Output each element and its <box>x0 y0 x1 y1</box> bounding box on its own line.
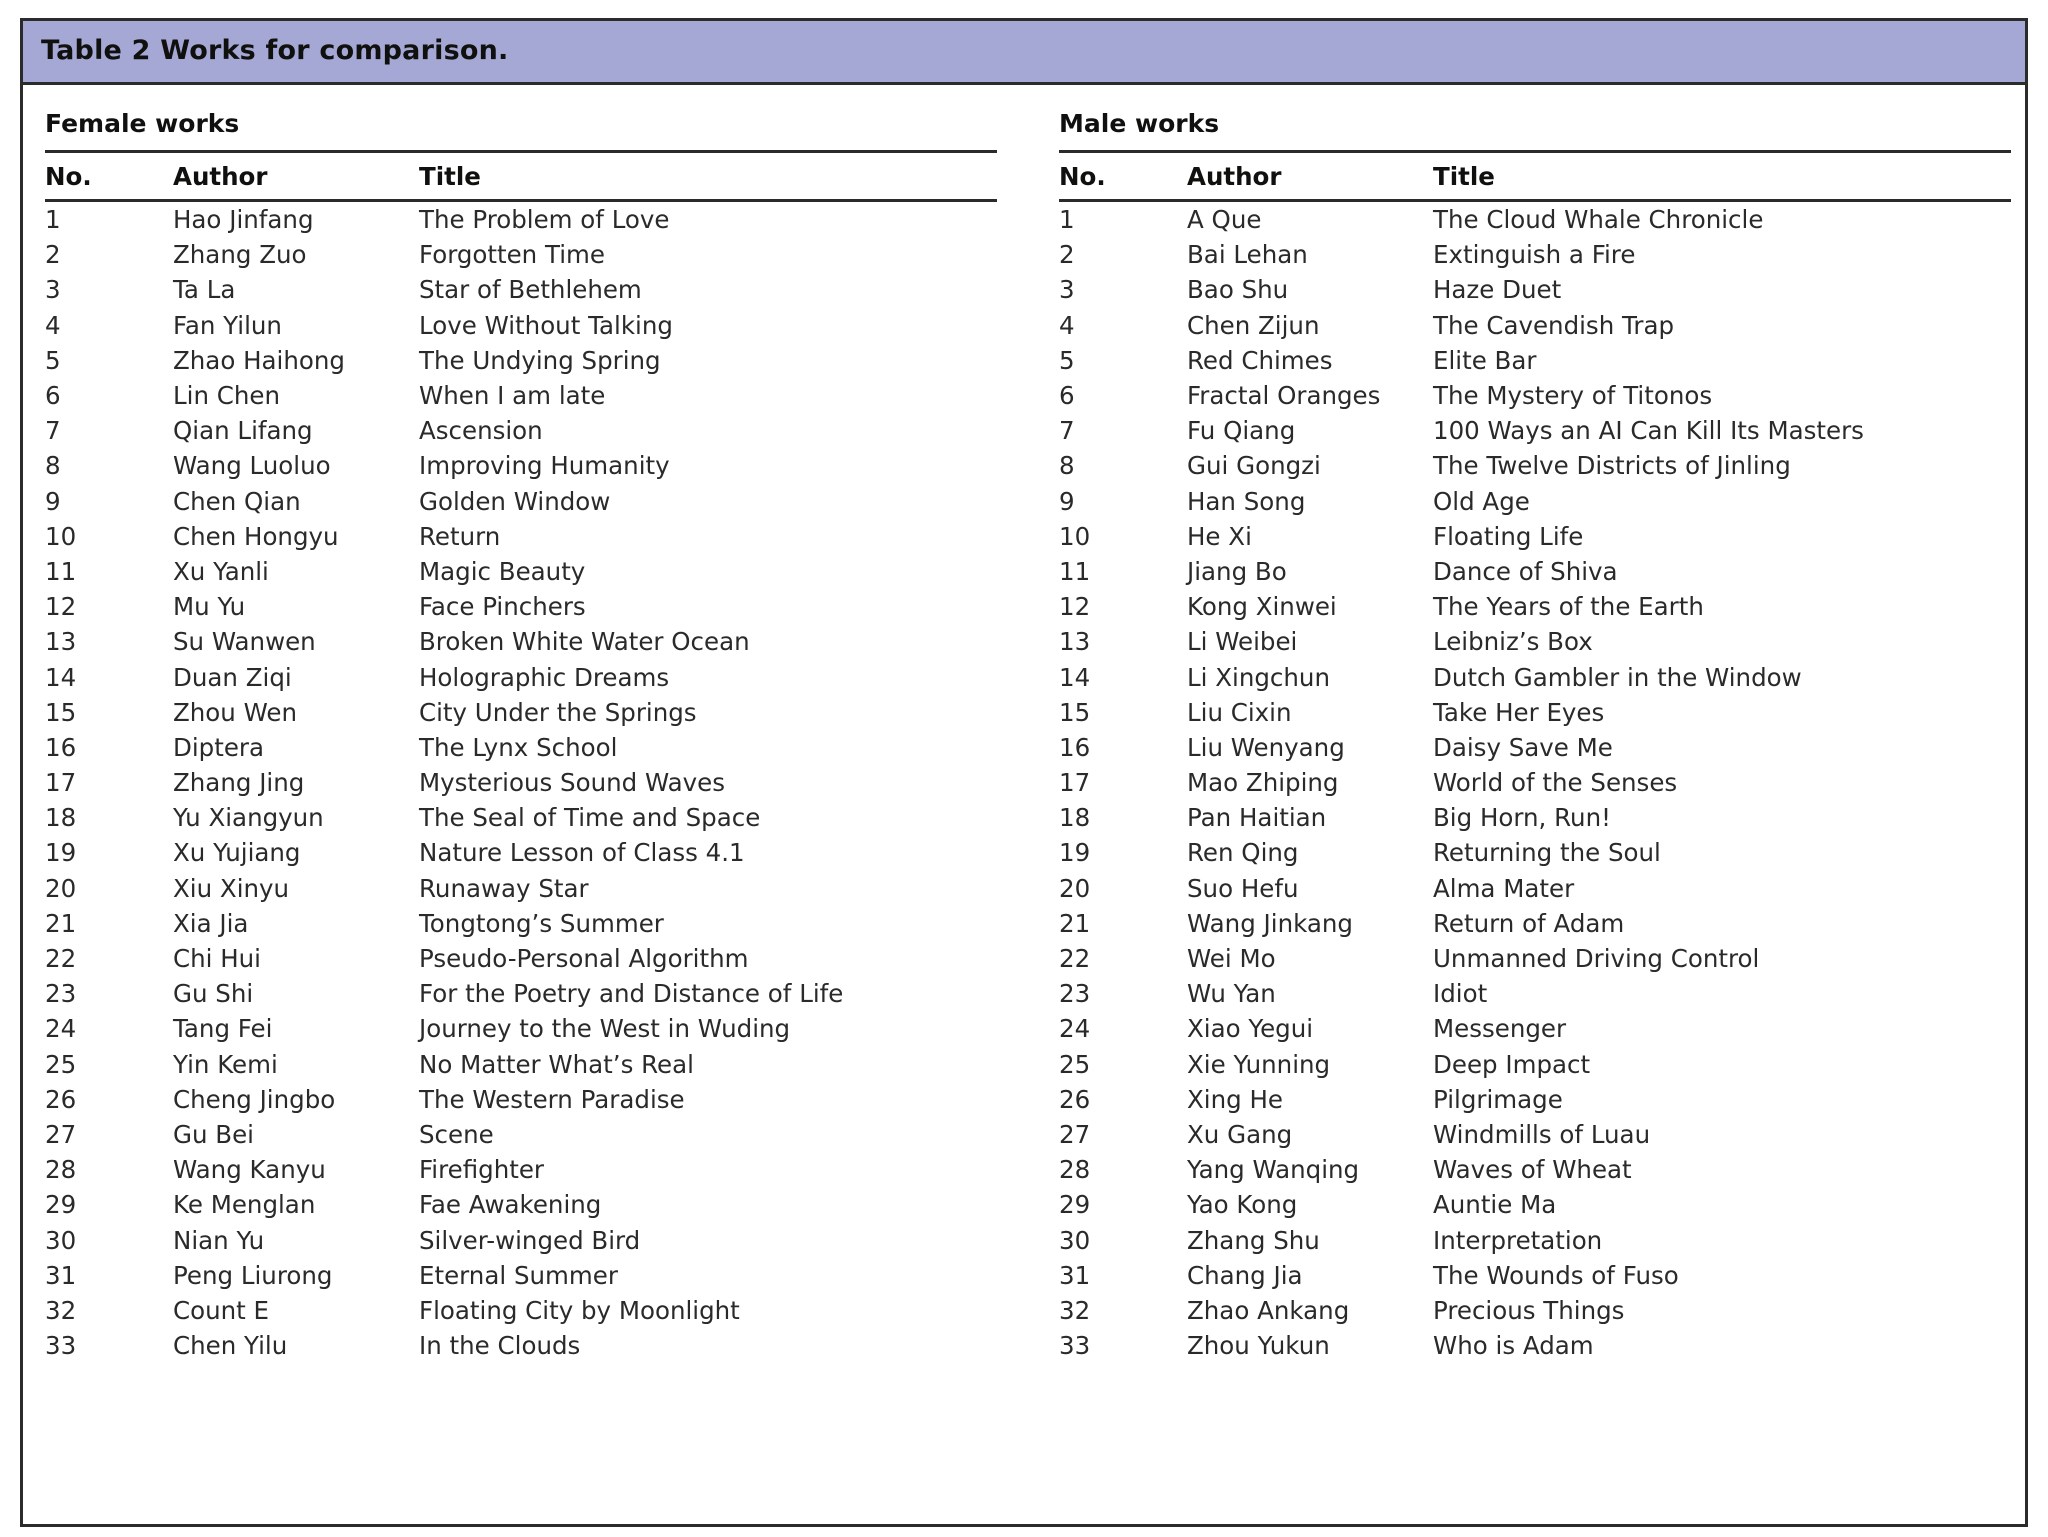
cell-title: For the Poetry and Distance of Life <box>419 979 844 1009</box>
cell-author: Gu Bei <box>173 1119 254 1149</box>
cell-title: Old Age <box>1433 486 1530 516</box>
cell-title: When I am late <box>419 381 606 411</box>
cell-author: Mao Zhiping <box>1187 768 1339 798</box>
cell-author: Qian Lifang <box>173 416 313 446</box>
cell-no: 15 <box>1059 697 1091 727</box>
cell-title: Interpretation <box>1433 1225 1603 1255</box>
cell-title: Who is Adam <box>1433 1331 1594 1361</box>
table-row <box>45 1293 997 1328</box>
column-header-title: Title <box>419 153 997 201</box>
cell-no: 29 <box>1059 1190 1091 1220</box>
cell-title: Dance of Shiva <box>1433 556 1618 586</box>
cell-author: Chen Zijun <box>1187 310 1320 340</box>
cell-author: Pan Haitian <box>1187 803 1327 833</box>
table-row <box>45 201 997 238</box>
table-row <box>45 1047 997 1082</box>
cell-title: Magic Beauty <box>419 556 586 586</box>
table-row <box>1059 201 2011 238</box>
cell-no: 16 <box>1059 732 1091 762</box>
table-row <box>1059 378 2011 413</box>
cell-title: The Wounds of Fuso <box>1433 1260 1679 1290</box>
cell-author: Xie Yunning <box>1187 1049 1331 1079</box>
table-row <box>1059 237 2011 272</box>
table-row <box>45 378 997 413</box>
table-row <box>45 1011 997 1046</box>
cell-author: Zhou Yukun <box>1187 1331 1330 1361</box>
cell-author: Ta La <box>173 275 236 305</box>
cell-no: 15 <box>45 697 77 727</box>
cell-author: Diptera <box>173 732 264 762</box>
cell-author: Mu Yu <box>173 592 246 622</box>
cell-author: Xu Yanli <box>173 556 269 586</box>
cell-no: 1 <box>1059 205 1075 235</box>
cell-title: Golden Window <box>419 486 611 516</box>
cell-author: Kong Xinwei <box>1187 592 1337 622</box>
table-row <box>1059 343 2011 378</box>
cell-no: 28 <box>1059 1155 1091 1185</box>
table-row <box>1059 1222 2011 1257</box>
cell-title: Alma Mater <box>1433 873 1575 903</box>
cell-author: Cheng Jingbo <box>173 1084 336 1114</box>
table-row <box>1059 413 2011 448</box>
cell-title: Forgotten Time <box>419 240 605 270</box>
cell-author: Fractal Oranges <box>1187 381 1381 411</box>
cell-no: 7 <box>45 416 61 446</box>
cell-no: 24 <box>1059 1014 1091 1044</box>
cell-title: Daisy Save Me <box>1433 732 1613 762</box>
table-row <box>1059 659 2011 694</box>
cell-no: 31 <box>45 1260 77 1290</box>
cell-no: 17 <box>1059 768 1091 798</box>
cell-no: 19 <box>1059 838 1091 868</box>
cell-title: Elite Bar <box>1433 345 1537 375</box>
cell-no: 32 <box>45 1295 77 1325</box>
cell-no: 31 <box>1059 1260 1091 1290</box>
cell-title: Tongtong’s Summer <box>419 908 664 938</box>
cell-title: The Lynx School <box>419 732 618 762</box>
cell-no: 27 <box>1059 1119 1091 1149</box>
cell-author: Yao Kong <box>1187 1190 1298 1220</box>
cell-no: 16 <box>45 732 77 762</box>
table-row <box>45 589 997 624</box>
cell-no: 13 <box>1059 627 1091 657</box>
cell-author: Ke Menglan <box>173 1190 316 1220</box>
table-row <box>45 765 997 800</box>
table-row <box>45 484 997 519</box>
table-row <box>1059 308 2011 343</box>
cell-no: 17 <box>45 768 77 798</box>
female-table-body <box>45 201 997 1364</box>
cell-no: 6 <box>1059 381 1075 411</box>
cell-no: 10 <box>45 521 77 551</box>
table-row <box>45 800 997 835</box>
cell-title: The Mystery of Titonos <box>1433 381 1713 411</box>
cell-title: Windmills of Luau <box>1433 1119 1651 1149</box>
cell-no: 32 <box>1059 1295 1091 1325</box>
table-row <box>1059 976 2011 1011</box>
cell-title: Return of Adam <box>1433 908 1625 938</box>
cell-no: 11 <box>1059 556 1091 586</box>
table-row <box>45 1222 997 1257</box>
cell-author: Liu Wenyang <box>1187 732 1345 762</box>
cell-author: Wei Mo <box>1187 944 1276 974</box>
cell-author: Duan Ziqi <box>173 662 292 692</box>
cell-title: Dutch Gambler in the Window <box>1433 662 1802 692</box>
cell-author: Zhang Jing <box>173 768 305 798</box>
male-table-body <box>1059 201 2011 1364</box>
table-row <box>1059 906 2011 941</box>
cell-title: Unmanned Driving Control <box>1433 944 1760 974</box>
table-row <box>1059 765 2011 800</box>
table-row <box>45 1328 997 1363</box>
cell-author: Su Wanwen <box>173 627 316 657</box>
table-row <box>45 835 997 870</box>
female-works-table <box>45 153 997 1363</box>
cell-title: Pilgrimage <box>1433 1084 1563 1114</box>
cell-title: Firefighter <box>419 1155 544 1185</box>
cell-author: Wang Luoluo <box>173 451 331 481</box>
cell-no: 10 <box>1059 521 1091 551</box>
cell-title: Returning the Soul <box>1433 838 1661 868</box>
cell-title: Runaway Star <box>419 873 589 903</box>
cell-no: 7 <box>1059 416 1075 446</box>
table-caption: Table 2 Works for comparison. <box>23 21 2025 85</box>
cell-no: 20 <box>45 873 77 903</box>
cell-no: 1 <box>45 205 61 235</box>
cell-no: 23 <box>1059 979 1091 1009</box>
table-row <box>45 413 997 448</box>
cell-no: 22 <box>1059 944 1091 974</box>
table-row <box>1059 554 2011 589</box>
table-row <box>1059 730 2011 765</box>
table-row <box>1059 272 2011 307</box>
cell-no: 13 <box>45 627 77 657</box>
cell-no: 21 <box>45 908 77 938</box>
table-row <box>45 976 997 1011</box>
table-row <box>1059 1082 2011 1117</box>
cell-title: City Under the Springs <box>419 697 697 727</box>
cell-no: 27 <box>45 1119 77 1149</box>
table-row <box>45 554 997 589</box>
cell-title: Scene <box>419 1119 494 1149</box>
cell-title: Mysterious Sound Waves <box>419 768 725 798</box>
cell-no: 3 <box>45 275 61 305</box>
table-frame <box>20 18 2028 1527</box>
female-works-column <box>23 101 1037 1524</box>
table-row <box>1059 1293 2011 1328</box>
cell-no: 12 <box>1059 592 1091 622</box>
cell-no: 24 <box>45 1014 77 1044</box>
table-row <box>1059 589 2011 624</box>
table-row <box>1059 1011 2011 1046</box>
cell-author: Red Chimes <box>1187 345 1333 375</box>
table-row <box>45 695 997 730</box>
cell-no: 18 <box>45 803 77 833</box>
cell-author: Xu Gang <box>1187 1119 1293 1149</box>
cell-author: Ren Qing <box>1187 838 1299 868</box>
female-table-head <box>45 153 997 201</box>
cell-author: Peng Liurong <box>173 1260 333 1290</box>
cell-no: 5 <box>1059 345 1075 375</box>
cell-no: 9 <box>1059 486 1075 516</box>
cell-author: He Xi <box>1187 521 1252 551</box>
cell-author: Lin Chen <box>173 381 281 411</box>
table-row <box>45 941 997 976</box>
cell-author: Fan Yilun <box>173 310 282 340</box>
cell-author: Zhao Ankang <box>1187 1295 1350 1325</box>
cell-no: 28 <box>45 1155 77 1185</box>
cell-no: 21 <box>1059 908 1091 938</box>
table-row <box>45 1152 997 1187</box>
male-works-table <box>1059 153 2011 1363</box>
cell-title: The Undying Spring <box>419 345 661 375</box>
table-row <box>45 448 997 483</box>
cell-title: Fae Awakening <box>419 1190 602 1220</box>
cell-author: Wang Jinkang <box>1187 908 1353 938</box>
table-row <box>1059 1152 2011 1187</box>
cell-author: Li Weibei <box>1187 627 1298 657</box>
cell-title: Deep Impact <box>1433 1049 1591 1079</box>
cell-author: Zhang Shu <box>1187 1225 1320 1255</box>
column-header-no: No. <box>1059 153 1187 201</box>
cell-title: Silver-winged Bird <box>419 1225 641 1255</box>
cell-title: World of the Senses <box>1433 768 1678 798</box>
table-row <box>45 1258 997 1293</box>
cell-title: Star of Bethlehem <box>419 275 642 305</box>
cell-author: Chi Hui <box>173 944 261 974</box>
cell-no: 20 <box>1059 873 1091 903</box>
cell-no: 14 <box>1059 662 1091 692</box>
cell-title: Floating City by Moonlight <box>419 1295 740 1325</box>
table-row <box>45 1082 997 1117</box>
cell-title: Auntie Ma <box>1433 1190 1557 1220</box>
cell-no: 30 <box>45 1225 77 1255</box>
cell-author: Chang Jia <box>1187 1260 1303 1290</box>
column-header-author: Author <box>173 153 419 201</box>
table-row <box>1059 871 2011 906</box>
cell-title: Face Pinchers <box>419 592 586 622</box>
cell-title: Haze Duet <box>1433 275 1562 305</box>
cell-author: Nian Yu <box>173 1225 265 1255</box>
cell-title: Eternal Summer <box>419 1260 618 1290</box>
cell-title: Holographic Dreams <box>419 662 670 692</box>
table-header-row <box>45 153 997 201</box>
cell-title: Return <box>419 521 501 551</box>
table-row <box>1059 695 2011 730</box>
cell-title: The Twelve Districts of Jinling <box>1433 451 1791 481</box>
cell-author: Chen Qian <box>173 486 301 516</box>
cell-author: Count E <box>173 1295 270 1325</box>
table-row <box>1059 941 2011 976</box>
cell-no: 26 <box>45 1084 77 1114</box>
table-row <box>1059 1258 2011 1293</box>
cell-no: 14 <box>45 662 77 692</box>
cell-no: 12 <box>45 592 77 622</box>
cell-title: Big Horn, Run! <box>1433 803 1611 833</box>
table-row <box>1059 484 2011 519</box>
cell-author: Liu Cixin <box>1187 697 1292 727</box>
cell-no: 4 <box>1059 310 1075 340</box>
table-row <box>45 519 997 554</box>
cell-author: Zhao Haihong <box>173 345 345 375</box>
cell-title: Love Without Talking <box>419 310 673 340</box>
cell-no: 33 <box>1059 1331 1091 1361</box>
cell-no: 9 <box>45 486 61 516</box>
cell-title: The Problem of Love <box>419 205 670 235</box>
cell-author: Jiang Bo <box>1187 556 1287 586</box>
cell-author: Suo Hefu <box>1187 873 1299 903</box>
cell-no: 26 <box>1059 1084 1091 1114</box>
cell-title: Extinguish a Fire <box>1433 240 1636 270</box>
table-row <box>45 730 997 765</box>
male-table-head <box>1059 153 2011 201</box>
column-header-no: No. <box>45 153 173 201</box>
cell-title: The Western Paradise <box>419 1084 685 1114</box>
cell-author: Yang Wanqing <box>1187 1155 1360 1185</box>
cell-title: Waves of Wheat <box>1433 1155 1632 1185</box>
cell-title: The Seal of Time and Space <box>419 803 761 833</box>
cell-author: Xiu Xinyu <box>173 873 290 903</box>
cell-no: 19 <box>45 838 77 868</box>
table-row <box>45 308 997 343</box>
cell-title: Pseudo-Personal Algorithm <box>419 944 749 974</box>
cell-no: 30 <box>1059 1225 1091 1255</box>
cell-no: 8 <box>1059 451 1075 481</box>
table-row <box>45 343 997 378</box>
cell-title: Journey to the West in Wuding <box>419 1014 791 1044</box>
cell-author: Hao Jinfang <box>173 205 314 235</box>
cell-author: Bao Shu <box>1187 275 1289 305</box>
cell-author: Xing He <box>1187 1084 1283 1114</box>
cell-author: Yu Xiangyun <box>173 803 324 833</box>
column-header-author: Author <box>1187 153 1433 201</box>
cell-no: 2 <box>1059 240 1075 270</box>
cell-no: 5 <box>45 345 61 375</box>
cell-author: Chen Yilu <box>173 1331 288 1361</box>
female-works-group-title: Female works <box>45 101 997 153</box>
cell-no: 25 <box>45 1049 77 1079</box>
table-row <box>1059 448 2011 483</box>
cell-author: Zhou Wen <box>173 697 298 727</box>
cell-title: Improving Humanity <box>419 451 670 481</box>
male-works-column <box>1037 101 2025 1524</box>
cell-no: 22 <box>45 944 77 974</box>
table-row <box>1059 624 2011 659</box>
cell-no: 4 <box>45 310 61 340</box>
cell-author: Gu Shi <box>173 979 254 1009</box>
cell-title: Idiot <box>1433 979 1488 1009</box>
cell-title: No Matter What’s Real <box>419 1049 694 1079</box>
cell-author: Tang Fei <box>173 1014 273 1044</box>
cell-title: In the Clouds <box>419 1331 581 1361</box>
cell-no: 23 <box>45 979 77 1009</box>
cell-no: 18 <box>1059 803 1091 833</box>
cell-title: The Cavendish Trap <box>1433 310 1675 340</box>
table-header-row <box>1059 153 2011 201</box>
cell-title: Nature Lesson of Class 4.1 <box>419 838 745 868</box>
table-row <box>45 1187 997 1222</box>
cell-author: Chen Hongyu <box>173 521 339 551</box>
table-row <box>45 1117 997 1152</box>
cell-author: Xia Jia <box>173 908 249 938</box>
table-row <box>1059 1047 2011 1082</box>
table-row <box>1059 1117 2011 1152</box>
cell-title: Ascension <box>419 416 543 446</box>
table-row <box>45 624 997 659</box>
cell-author: Fu Qiang <box>1187 416 1296 446</box>
cell-title: 100 Ways an AI Can Kill Its Masters <box>1433 416 1864 446</box>
cell-author: Wang Kanyu <box>173 1155 326 1185</box>
table-row <box>45 237 997 272</box>
cell-title: The Years of the Earth <box>1433 592 1704 622</box>
cell-no: 11 <box>45 556 77 586</box>
column-header-title: Title <box>1433 153 2011 201</box>
cell-author: Xu Yujiang <box>173 838 301 868</box>
table-row <box>45 906 997 941</box>
cell-author: Wu Yan <box>1187 979 1276 1009</box>
cell-title: Take Her Eyes <box>1433 697 1605 727</box>
cell-no: 29 <box>45 1190 77 1220</box>
cell-title: Broken White Water Ocean <box>419 627 750 657</box>
cell-no: 2 <box>45 240 61 270</box>
cell-author: A Que <box>1187 205 1262 235</box>
cell-no: 33 <box>45 1331 77 1361</box>
male-works-group-title: Male works <box>1059 101 2011 153</box>
table-row <box>1059 835 2011 870</box>
cell-no: 25 <box>1059 1049 1091 1079</box>
cell-author: Yin Kemi <box>173 1049 278 1079</box>
table-row <box>45 659 997 694</box>
cell-author: Bai Lehan <box>1187 240 1308 270</box>
cell-title: The Cloud Whale Chronicle <box>1433 205 1764 235</box>
cell-title: Messenger <box>1433 1014 1567 1044</box>
cell-author: Gui Gongzi <box>1187 451 1321 481</box>
cell-title: Floating Life <box>1433 521 1584 551</box>
cell-author: Xiao Yegui <box>1187 1014 1314 1044</box>
cell-author: Li Xingchun <box>1187 662 1330 692</box>
cell-author: Zhang Zuo <box>173 240 307 270</box>
table-row <box>1059 1187 2011 1222</box>
table-row <box>45 272 997 307</box>
table-columns <box>23 85 2025 1524</box>
table-row <box>1059 519 2011 554</box>
cell-title: Leibniz’s Box <box>1433 627 1593 657</box>
table-row <box>1059 1328 2011 1363</box>
table-row <box>45 871 997 906</box>
cell-no: 8 <box>45 451 61 481</box>
cell-title: Precious Things <box>1433 1295 1625 1325</box>
cell-no: 3 <box>1059 275 1075 305</box>
cell-no: 6 <box>45 381 61 411</box>
table-row <box>1059 800 2011 835</box>
cell-author: Han Song <box>1187 486 1306 516</box>
